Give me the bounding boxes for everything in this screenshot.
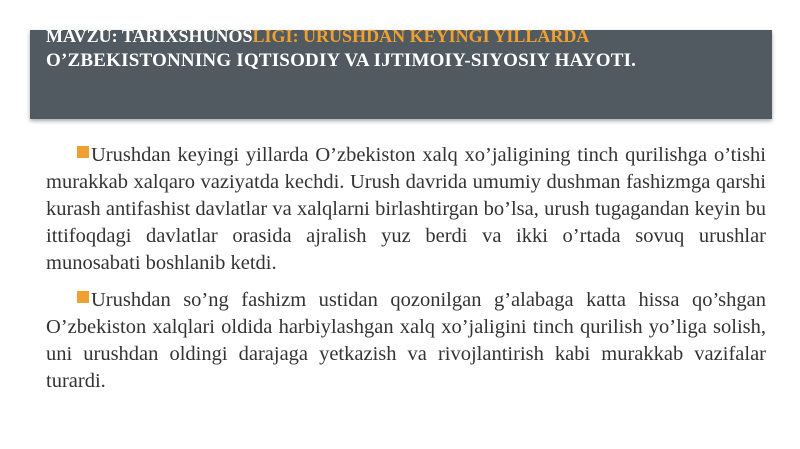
- title-clipped-line: [46, 26, 590, 46]
- paragraph-1: [46, 142, 766, 277]
- slide-body: [46, 142, 766, 405]
- paragraph-2-text: Urushdan so’ng fashizm ustidan qozonilgan g’alabaga katta hissa qo’shgan O’zbekiston xalqlari oldida harbiylashgan xalq xo’jaligini tinch qurilish yo’liga solish, uni urushdan oldingi darajaga yetkazish va rivojlantirish kabi murakkab vazifalar turardi.: [46, 289, 766, 392]
- paragraph-2: [46, 287, 766, 395]
- bullet-square-icon: [77, 291, 89, 303]
- title-bar: [30, 26, 772, 119]
- slide-title: O’ZBEKISTONNING IQTISODIY VA IJTIMOIY-SIYOSIY HAYOTI.: [46, 50, 637, 71]
- title-clipped-prefix: MAVZU: TARIXSHUNOS: [46, 26, 253, 46]
- title-clipped-accent: LIGI: URUSHDAN KEYINGI YILLARDA: [252, 26, 590, 46]
- paragraph-1-text: Urushdan keyingi yillarda O’zbekiston xalq xo’jaligining tinch qurilishga o’tishi murakkab xalqaro vaziyatda kechdi. Urush davrida umumiy dushman fashizmga qarshi kurash antifashist davlatlar va xalqlarni birlashtirgan bo’lsa, urush tugagandan keyin bu ittifoqdagi davlatlar orasida ajralish yuz berdi va ikki o’rtada sovuq urushlar munosabati boshlanib ketdi.: [46, 144, 766, 274]
- bullet-square-icon: [77, 146, 89, 158]
